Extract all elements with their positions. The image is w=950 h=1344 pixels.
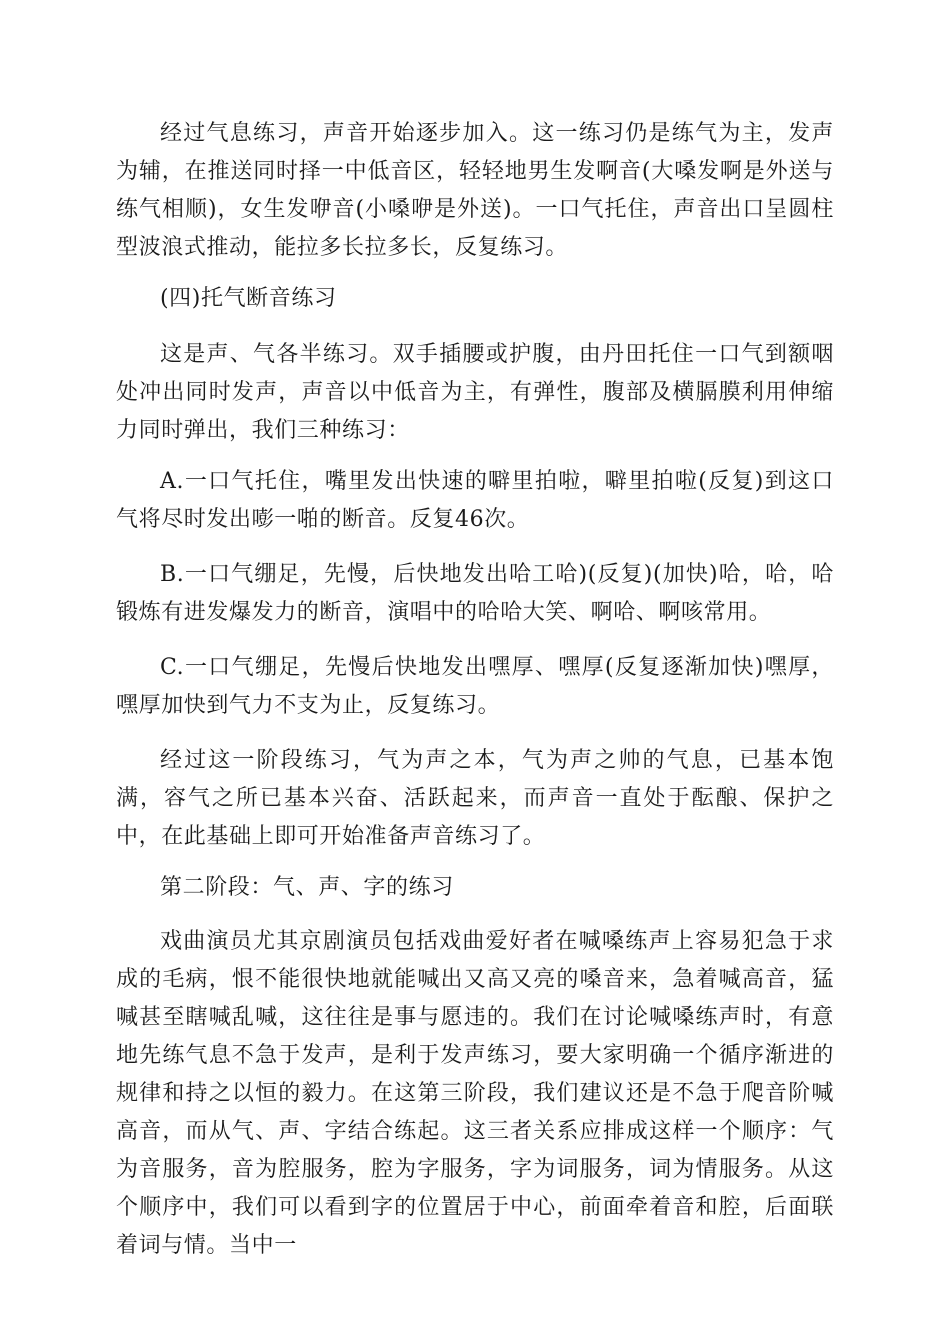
section-heading-staccato-practice: (四)托气断音练习 bbox=[160, 286, 337, 311]
paragraph-exercise-a: A.一口气托住，嘴里发出快速的噼里拍啦，噼里拍啦(反复)到这口气将尽时发出嘭一啪的断音。反复46次。 bbox=[116, 469, 834, 532]
paragraph-exercise-c: C.一口气绷足，先慢后快地发出嘿厚、嘿厚(反复逐渐加快)嘿厚，嘿厚加快到气力不支为止，反复练习。 bbox=[116, 655, 834, 718]
section-heading-stage-two: 第二阶段：气、声、字的练习 bbox=[160, 875, 454, 900]
paragraph-stage-two-body: 戏曲演员尤其京剧演员包括戏曲爱好者在喊嗓练声上容易犯急于求成的毛病，恨不能很快地就能喊出又高又亮的嗓音来，急着喊高音，猛喊甚至瞎喊乱喊，这往往是事与愿违的。我们在讨论喊嗓练声时，有意地先练气息不急于发声，是利于发声练习，要大家明确一个循序渐进的规律和持之以恒的毅力。在这第三阶段，我们建议还是不急于爬音阶喊高音，而从气、声、字结合练起。这三者关系应排成这样一个顺序：气为音服务，音为腔服务，腔为字服务，字为词服务，词为情服务。从这个顺序中，我们可以看到字的位置居于中心，前面牵着音和腔，后面联着词与情。当中一 bbox=[116, 929, 834, 1258]
paragraph-breath-with-voice: 经过气息练习，声音开始逐步加入。这一练习仍是练气为主，发声为辅，在推送同时择一中低音区，轻轻地男生发啊音(大嗓发啊是外送与练气相顺)，女生发咿音(小嗓咿是外送)。一口气托住，声音出口呈圆柱型波浪式推动，能拉多长拉多长，反复练习。 bbox=[116, 121, 834, 260]
paragraph-stage-summary: 经过这一阶段练习，气为声之本，气为声之帅的气息，已基本饱满，容气之所已基本兴奋、活跃起来，而声音一直处于酝酿、保护之中，在此基础上即可开始准备声音练习了。 bbox=[116, 748, 834, 849]
paragraph-staccato-intro: 这是声、气各半练习。双手插腰或护腹，由丹田托住一口气到额咽处冲出同时发声，声音以中低音为主，有弹性，腹部及横膈膜利用伸缩力同时弹出，我们三种练习： bbox=[116, 342, 834, 443]
paragraph-exercise-b: B.一口气绷足，先慢，后快地发出哈工哈)(反复)(加快)哈，哈，哈锻炼有进发爆发力的断音，演唱中的哈哈大笑、啊哈、啊咳常用。 bbox=[116, 562, 834, 625]
